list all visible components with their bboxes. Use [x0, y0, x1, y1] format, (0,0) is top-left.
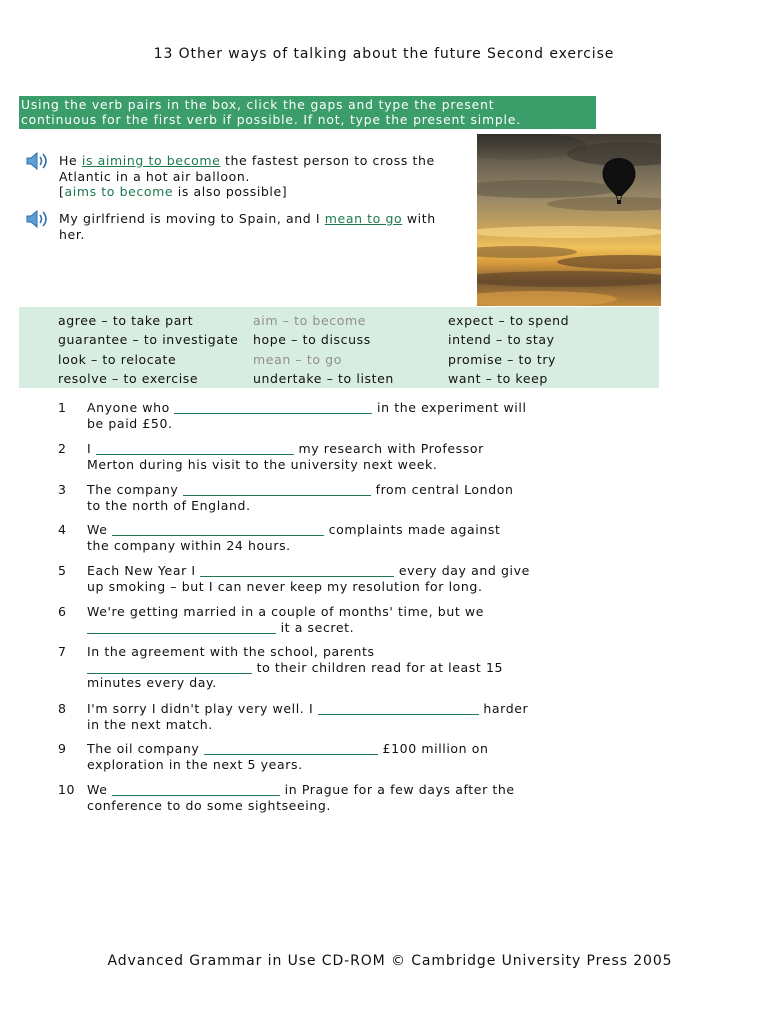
page-title: 13 Other ways of talking about the future Second exercise: [153, 46, 615, 62]
item-3-line-1: [87, 482, 558, 498]
item-8-pre: I'm sorry I didn't play very well. I: [87, 701, 318, 716]
item-6-line-1: We're getting married in a couple of months' time, but we: [87, 604, 485, 619]
exercise-item-5: [58, 563, 558, 594]
verb-pair-want: want – to keep: [448, 371, 548, 386]
item-number: 10: [58, 782, 76, 797]
item-4-pre: We: [87, 522, 113, 537]
item-1-pre: Anyone who: [87, 400, 175, 415]
item-4-post: complaints made against: [324, 522, 501, 537]
exercise-item-9: [58, 741, 558, 772]
verb-pair-intend: intend – to stay: [448, 332, 555, 347]
item-7-gap-input[interactable]: [87, 660, 252, 674]
example-1-line-1: [59, 153, 444, 169]
example-2-post: with: [402, 211, 436, 226]
instruction-banner: [19, 96, 596, 129]
exercise-item-8: [58, 701, 558, 732]
exercise-item-10: [58, 782, 558, 813]
item-5-line-2: up smoking – but I can never keep my resolution for long.: [87, 578, 483, 594]
item-3-pre: The company: [87, 482, 184, 497]
verb-pair-mean: mean – to go: [253, 352, 342, 367]
item-9-post: £100 million on: [377, 741, 489, 756]
example-1-answer[interactable]: is aiming to become: [81, 153, 221, 168]
exercise-item-7: [58, 644, 558, 691]
item-3-post: from central London: [371, 482, 514, 497]
hot-air-balloon-photo: [477, 134, 661, 306]
example-1-alt-open: [: [59, 184, 65, 199]
item-4-line-1: [87, 522, 558, 538]
item-9-pre: The oil company: [87, 741, 204, 756]
example-1-alt-answer: aims to become: [64, 184, 174, 199]
item-1-line-2: be paid £50.: [87, 415, 173, 431]
item-8-line-2: in the next match.: [87, 716, 213, 732]
item-10-line-1: [87, 782, 558, 798]
item-number: 8: [58, 701, 67, 716]
example-1: [24, 153, 444, 200]
item-2-line-1: [87, 441, 558, 457]
example-1-pre: He: [59, 153, 82, 168]
item-8-post: harder: [478, 701, 529, 716]
verb-pair-promise: promise – to try: [448, 352, 557, 367]
item-5-gap-input[interactable]: [200, 563, 394, 577]
example-1-alternative: [59, 184, 444, 200]
item-7-line-1: In the agreement with the school, parents: [87, 644, 375, 659]
example-2-answer[interactable]: mean to go: [324, 211, 403, 226]
item-6-gap-input[interactable]: [87, 620, 276, 634]
item-5-line-1: [87, 563, 558, 579]
item-8-gap-input[interactable]: [318, 701, 479, 715]
item-7-line-2: [87, 660, 558, 676]
item-3-line-2: to the north of England.: [87, 497, 251, 513]
item-7-line-3: minutes every day.: [87, 675, 217, 690]
item-1-line-1: [87, 400, 558, 416]
item-2-gap-input[interactable]: [96, 441, 294, 455]
example-1-post: the fastest person to cross the: [220, 153, 435, 168]
verb-pair-aim: aim – to become: [253, 313, 367, 328]
item-2-line-2: Merton during his visit to the university next week.: [87, 456, 438, 472]
example-1-line-2: Atlantic in a hot air balloon.: [59, 168, 250, 184]
item-2-post: my research with Professor: [293, 441, 484, 456]
item-1-gap-input[interactable]: [174, 400, 372, 414]
exercise-item-6: [58, 604, 558, 635]
verb-pair-hope: hope – to discuss: [253, 332, 371, 347]
verb-pair-agree: agree – to take part: [58, 313, 194, 328]
exercise-item-1: [58, 400, 558, 431]
verb-pair-expect: expect – to spend: [448, 313, 570, 328]
verb-pair-guarantee: guarantee – to investigate: [58, 332, 239, 347]
exercise-item-3: [58, 482, 558, 513]
item-number: 3: [58, 482, 67, 497]
speaker-icon[interactable]: [24, 150, 50, 172]
exercise-item-2: [58, 441, 558, 472]
item-10-pre: We: [87, 782, 113, 797]
item-number: 9: [58, 741, 67, 756]
item-number: 7: [58, 644, 67, 659]
item-10-gap-input[interactable]: [112, 782, 280, 796]
example-2: [24, 211, 444, 242]
instruction-line-2: continuous for the first verb if possible. If not, type the present simple.: [21, 113, 522, 127]
item-number: 4: [58, 522, 67, 537]
item-number: 5: [58, 563, 67, 578]
item-10-line-2: conference to do some sightseeing.: [87, 797, 331, 813]
item-number: 6: [58, 604, 67, 619]
copyright-footer: Advanced Grammar in Use CD-ROM © Cambridge University Press 2005: [107, 953, 673, 969]
verb-pair-look: look – to relocate: [58, 352, 177, 367]
item-4-line-2: the company within 24 hours.: [87, 537, 291, 553]
item-9-line-1: [87, 741, 558, 757]
verb-pairs-box: [19, 307, 659, 388]
item-6-line-2: [87, 620, 558, 636]
example-2-pre: My girlfriend is moving to Spain, and I: [59, 211, 325, 226]
exercise-item-4: [58, 522, 558, 553]
item-number: 1: [58, 400, 67, 415]
item-10-post: in Prague for a few days after the: [280, 782, 515, 797]
verb-pair-resolve: resolve – to exercise: [58, 371, 199, 386]
item-number: 2: [58, 441, 67, 456]
example-2-line-2: her.: [59, 226, 85, 242]
item-7-post: to their children read for at least 15: [252, 659, 504, 675]
item-5-pre: Each New Year I: [87, 563, 201, 578]
example-2-line-1: [59, 211, 444, 227]
item-3-gap-input[interactable]: [183, 482, 371, 496]
item-9-gap-input[interactable]: [204, 741, 378, 755]
item-2-pre: I: [87, 441, 96, 456]
instruction-line-1: Using the verb pairs in the box, click the gaps and type the present: [21, 98, 495, 112]
speaker-icon[interactable]: [24, 208, 50, 230]
example-1-alt-close: is also possible]: [173, 184, 288, 199]
item-8-line-1: [87, 701, 558, 717]
item-1-post: in the experiment will: [372, 400, 527, 415]
item-9-line-2: exploration in the next 5 years.: [87, 756, 303, 772]
item-4-gap-input[interactable]: [112, 522, 324, 536]
item-5-post: every day and give: [394, 563, 530, 578]
item-6-post: it a secret.: [276, 619, 355, 635]
verb-pair-undertake: undertake – to listen: [253, 371, 394, 386]
